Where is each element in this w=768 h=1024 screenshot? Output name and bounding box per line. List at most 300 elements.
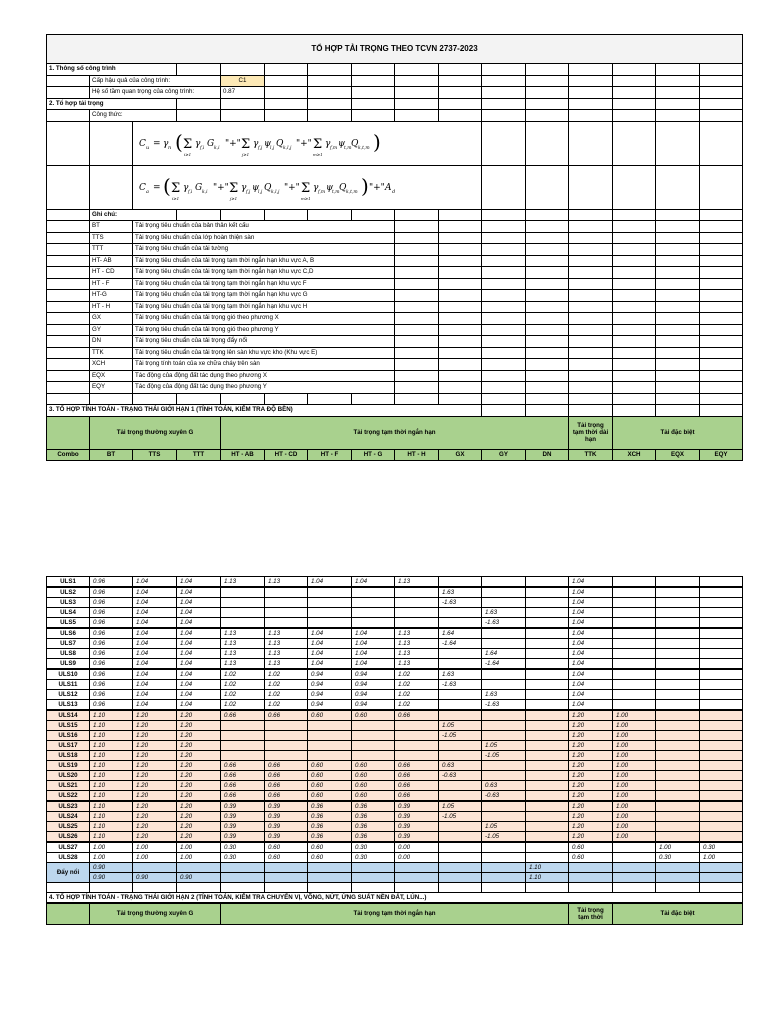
factor-cell[interactable] xyxy=(613,577,656,588)
factor-cell[interactable] xyxy=(656,771,700,781)
factor-cell[interactable]: 1.00 xyxy=(133,853,177,863)
factor-cell[interactable] xyxy=(482,801,526,812)
factor-cell[interactable] xyxy=(439,741,482,751)
factor-cell[interactable]: 1.00 xyxy=(613,791,656,802)
factor-cell[interactable] xyxy=(308,741,352,751)
factor-cell[interactable] xyxy=(265,608,308,618)
factor-cell[interactable]: 1.20 xyxy=(569,781,613,791)
factor-cell[interactable] xyxy=(700,791,743,802)
factor-cell[interactable] xyxy=(221,721,265,731)
factor-cell[interactable] xyxy=(439,690,482,700)
factor-cell[interactable]: 1.04 xyxy=(177,659,221,670)
factor-cell[interactable] xyxy=(700,700,743,711)
factor-cell[interactable] xyxy=(439,659,482,670)
factor-cell[interactable]: 1.20 xyxy=(133,731,177,741)
factor-cell[interactable] xyxy=(526,741,569,751)
factor-cell[interactable] xyxy=(700,812,743,822)
factor-cell[interactable]: -1.05 xyxy=(482,832,526,843)
factor-cell[interactable]: 1.00 xyxy=(90,853,133,863)
factor-cell[interactable]: 1.04 xyxy=(133,618,177,629)
factor-cell[interactable] xyxy=(439,649,482,659)
factor-cell[interactable] xyxy=(656,659,700,670)
factor-cell[interactable]: 0.96 xyxy=(90,618,133,629)
factor-cell[interactable] xyxy=(265,587,308,598)
factor-cell[interactable]: -1.63 xyxy=(439,680,482,690)
factor-cell[interactable]: 1.13 xyxy=(395,639,439,649)
factor-cell[interactable] xyxy=(395,751,439,761)
factor-cell[interactable]: 1.20 xyxy=(569,771,613,781)
factor-cell[interactable] xyxy=(700,659,743,670)
factor-cell[interactable]: 0.60 xyxy=(352,761,395,771)
factor-cell[interactable]: 1.20 xyxy=(177,721,221,731)
factor-cell[interactable]: 1.20 xyxy=(133,751,177,761)
factor-cell[interactable]: 1.00 xyxy=(613,771,656,781)
factor-cell[interactable]: 1.13 xyxy=(395,628,439,639)
factor-cell[interactable]: 0.66 xyxy=(221,791,265,802)
factor-cell[interactable]: 0.39 xyxy=(395,822,439,832)
factor-cell[interactable]: 0.96 xyxy=(90,680,133,690)
factor-cell[interactable]: 1.10 xyxy=(90,761,133,771)
factor-cell[interactable] xyxy=(526,801,569,812)
factor-cell[interactable]: 1.04 xyxy=(177,628,221,639)
factor-cell[interactable] xyxy=(526,659,569,670)
factor-cell[interactable]: 1.10 xyxy=(90,832,133,843)
factor-cell[interactable]: 1.04 xyxy=(308,659,352,670)
factor-cell[interactable]: 0.63 xyxy=(482,781,526,791)
factor-cell[interactable] xyxy=(656,598,700,608)
factor-cell[interactable] xyxy=(613,842,656,853)
factor-cell[interactable] xyxy=(308,608,352,618)
factor-cell[interactable] xyxy=(526,628,569,639)
factor-cell[interactable] xyxy=(526,690,569,700)
factor-cell[interactable]: 1.00 xyxy=(613,761,656,771)
factor-cell[interactable] xyxy=(526,700,569,711)
factor-cell[interactable]: 0.66 xyxy=(395,761,439,771)
factor-cell[interactable]: 0.96 xyxy=(90,690,133,700)
factor-cell[interactable]: 0.39 xyxy=(395,832,439,843)
factor-cell[interactable]: 1.13 xyxy=(265,649,308,659)
factor-cell[interactable]: 0.96 xyxy=(90,587,133,598)
factor-cell[interactable]: 0.66 xyxy=(395,781,439,791)
factor-cell[interactable] xyxy=(700,721,743,731)
factor-cell[interactable]: 1.02 xyxy=(265,690,308,700)
factor-cell[interactable]: 0.66 xyxy=(395,710,439,721)
factor-cell[interactable]: 1.04 xyxy=(133,639,177,649)
factor-cell[interactable]: 1.20 xyxy=(569,832,613,843)
factor-cell[interactable]: 1.04 xyxy=(569,659,613,670)
factor-cell[interactable]: 1.04 xyxy=(177,587,221,598)
factor-cell[interactable] xyxy=(656,669,700,680)
factor-cell[interactable]: 0.94 xyxy=(352,700,395,711)
factor-cell[interactable]: 1.04 xyxy=(352,577,395,588)
factor-cell[interactable]: 1.04 xyxy=(133,669,177,680)
factor-cell[interactable]: 1.04 xyxy=(177,577,221,588)
factor-cell[interactable]: 1.13 xyxy=(395,649,439,659)
factor-cell[interactable]: 0.96 xyxy=(90,659,133,670)
factor-cell[interactable] xyxy=(526,639,569,649)
factor-cell[interactable] xyxy=(526,842,569,853)
factor-cell[interactable]: -0.63 xyxy=(482,791,526,802)
factor-cell[interactable]: 1.04 xyxy=(352,649,395,659)
factor-cell[interactable]: 1.13 xyxy=(265,659,308,670)
factor-cell[interactable] xyxy=(482,639,526,649)
factor-cell[interactable]: 1.04 xyxy=(569,649,613,659)
factor-cell[interactable] xyxy=(265,618,308,629)
factor-cell[interactable]: 0.39 xyxy=(265,801,308,812)
factor-cell[interactable] xyxy=(613,669,656,680)
factor-cell[interactable] xyxy=(613,628,656,639)
factor-cell[interactable] xyxy=(656,812,700,822)
factor-cell[interactable]: 0.39 xyxy=(221,801,265,812)
factor-cell[interactable] xyxy=(526,812,569,822)
factor-cell[interactable]: 0.30 xyxy=(221,853,265,863)
factor-cell[interactable] xyxy=(265,741,308,751)
factor-cell[interactable] xyxy=(308,587,352,598)
factor-cell[interactable] xyxy=(482,680,526,690)
factor-cell[interactable] xyxy=(526,608,569,618)
factor-cell[interactable]: 0.60 xyxy=(352,771,395,781)
factor-cell[interactable]: 1.04 xyxy=(569,618,613,629)
factor-cell[interactable]: 1.20 xyxy=(569,812,613,822)
factor-cell[interactable] xyxy=(439,781,482,791)
factor-cell[interactable]: 1.04 xyxy=(352,639,395,649)
buoyancy-r1-dn[interactable]: 1.10 xyxy=(526,863,569,873)
factor-cell[interactable] xyxy=(656,587,700,598)
factor-cell[interactable]: 1.04 xyxy=(569,608,613,618)
factor-cell[interactable]: 1.04 xyxy=(177,680,221,690)
factor-cell[interactable] xyxy=(526,761,569,771)
factor-cell[interactable]: 1.20 xyxy=(177,801,221,812)
factor-cell[interactable]: 0.60 xyxy=(265,853,308,863)
factor-cell[interactable]: 0.66 xyxy=(265,781,308,791)
factor-cell[interactable]: 0.66 xyxy=(395,791,439,802)
factor-cell[interactable]: 0.60 xyxy=(308,853,352,863)
factor-cell[interactable] xyxy=(656,649,700,659)
factor-cell[interactable]: 1.63 xyxy=(439,669,482,680)
factor-cell[interactable]: 1.20 xyxy=(133,761,177,771)
factor-cell[interactable] xyxy=(526,781,569,791)
factor-cell[interactable]: 1.00 xyxy=(613,822,656,832)
factor-cell[interactable]: 0.96 xyxy=(90,649,133,659)
factor-cell[interactable]: 1.04 xyxy=(177,700,221,711)
factor-cell[interactable] xyxy=(526,587,569,598)
factor-cell[interactable]: 0.30 xyxy=(700,842,743,853)
factor-cell[interactable] xyxy=(352,587,395,598)
factor-cell[interactable] xyxy=(439,853,482,863)
factor-cell[interactable] xyxy=(656,822,700,832)
factor-cell[interactable]: 0.94 xyxy=(308,690,352,700)
buoyancy-r2-c2[interactable]: 0.90 xyxy=(133,873,177,883)
factor-cell[interactable] xyxy=(395,618,439,629)
factor-cell[interactable]: 0.66 xyxy=(221,710,265,721)
factor-cell[interactable] xyxy=(613,587,656,598)
factor-cell[interactable]: 0.94 xyxy=(352,680,395,690)
factor-cell[interactable] xyxy=(439,832,482,843)
factor-cell[interactable]: 0.66 xyxy=(265,791,308,802)
factor-cell[interactable] xyxy=(482,577,526,588)
factor-cell[interactable] xyxy=(221,741,265,751)
factor-cell[interactable]: 1.20 xyxy=(569,801,613,812)
factor-cell[interactable] xyxy=(613,618,656,629)
factor-cell[interactable]: 0.39 xyxy=(395,801,439,812)
factor-cell[interactable]: -1.64 xyxy=(482,659,526,670)
factor-cell[interactable] xyxy=(265,721,308,731)
buoyancy-r2-c3[interactable]: 0.90 xyxy=(177,873,221,883)
factor-cell[interactable] xyxy=(482,587,526,598)
factor-cell[interactable]: -1.05 xyxy=(439,731,482,741)
factor-cell[interactable]: 1.63 xyxy=(482,608,526,618)
factor-cell[interactable] xyxy=(439,751,482,761)
factor-cell[interactable]: 0.36 xyxy=(352,822,395,832)
factor-cell[interactable] xyxy=(656,700,700,711)
factor-cell[interactable]: 1.04 xyxy=(569,587,613,598)
factor-cell[interactable]: 1.04 xyxy=(569,700,613,711)
factor-cell[interactable] xyxy=(700,801,743,812)
factor-cell[interactable]: 0.60 xyxy=(308,791,352,802)
factor-cell[interactable]: 0.94 xyxy=(352,690,395,700)
factor-cell[interactable] xyxy=(700,710,743,721)
factor-cell[interactable]: 1.04 xyxy=(177,669,221,680)
factor-cell[interactable]: 1.20 xyxy=(133,801,177,812)
factor-cell[interactable] xyxy=(613,639,656,649)
factor-cell[interactable]: 0.39 xyxy=(221,822,265,832)
factor-cell[interactable] xyxy=(482,771,526,781)
factor-cell[interactable] xyxy=(656,731,700,741)
factor-cell[interactable]: 1.20 xyxy=(177,751,221,761)
factor-cell[interactable]: 0.30 xyxy=(221,842,265,853)
factor-cell[interactable]: 0.94 xyxy=(308,700,352,711)
factor-cell[interactable] xyxy=(700,680,743,690)
factor-cell[interactable]: 1.04 xyxy=(133,649,177,659)
factor-cell[interactable]: 0.66 xyxy=(221,771,265,781)
factor-cell[interactable] xyxy=(308,731,352,741)
factor-cell[interactable]: 1.05 xyxy=(439,721,482,731)
factor-cell[interactable] xyxy=(352,618,395,629)
factor-cell[interactable]: -1.05 xyxy=(482,751,526,761)
factor-cell[interactable]: 1.02 xyxy=(221,690,265,700)
factor-cell[interactable] xyxy=(221,751,265,761)
factor-cell[interactable] xyxy=(656,791,700,802)
factor-cell[interactable]: 1.04 xyxy=(569,669,613,680)
factor-cell[interactable]: 1.20 xyxy=(569,751,613,761)
factor-cell[interactable] xyxy=(700,649,743,659)
factor-cell[interactable] xyxy=(700,669,743,680)
factor-cell[interactable]: 0.00 xyxy=(395,842,439,853)
factor-cell[interactable]: 0.60 xyxy=(308,771,352,781)
factor-cell[interactable] xyxy=(526,751,569,761)
factor-cell[interactable]: 1.04 xyxy=(352,659,395,670)
factor-cell[interactable]: -1.64 xyxy=(439,639,482,649)
factor-cell[interactable]: 1.02 xyxy=(395,690,439,700)
factor-cell[interactable]: 1.20 xyxy=(569,721,613,731)
factor-cell[interactable]: 1.04 xyxy=(308,628,352,639)
factor-cell[interactable]: 0.66 xyxy=(395,771,439,781)
factor-cell[interactable]: 0.39 xyxy=(265,822,308,832)
factor-cell[interactable]: 1.00 xyxy=(613,710,656,721)
factor-cell[interactable]: 1.20 xyxy=(133,832,177,843)
factor-cell[interactable] xyxy=(613,690,656,700)
factor-cell[interactable]: 1.05 xyxy=(439,801,482,812)
factor-cell[interactable]: 1.00 xyxy=(613,731,656,741)
factor-cell[interactable] xyxy=(395,731,439,741)
factor-cell[interactable]: 1.00 xyxy=(613,741,656,751)
factor-cell[interactable]: 1.10 xyxy=(90,791,133,802)
factor-cell[interactable]: 0.66 xyxy=(265,710,308,721)
factor-cell[interactable]: 0.66 xyxy=(221,781,265,791)
factor-cell[interactable]: 1.10 xyxy=(90,751,133,761)
factor-cell[interactable]: 1.04 xyxy=(133,587,177,598)
factor-cell[interactable] xyxy=(656,639,700,649)
factor-cell[interactable]: 0.96 xyxy=(90,598,133,608)
factor-cell[interactable]: 1.02 xyxy=(265,669,308,680)
factor-cell[interactable]: 1.04 xyxy=(177,608,221,618)
factor-cell[interactable] xyxy=(656,618,700,629)
factor-cell[interactable] xyxy=(352,721,395,731)
factor-cell[interactable]: 0.96 xyxy=(90,700,133,711)
factor-cell[interactable]: 0.94 xyxy=(308,680,352,690)
factor-cell[interactable] xyxy=(482,853,526,863)
factor-cell[interactable]: 1.13 xyxy=(265,577,308,588)
factor-cell[interactable]: 0.60 xyxy=(352,791,395,802)
factor-cell[interactable] xyxy=(700,832,743,843)
factor-cell[interactable] xyxy=(700,598,743,608)
factor-cell[interactable]: 0.94 xyxy=(308,669,352,680)
factor-cell[interactable]: 0.66 xyxy=(221,761,265,771)
factor-cell[interactable]: 1.04 xyxy=(177,649,221,659)
factor-cell[interactable] xyxy=(656,781,700,791)
factor-cell[interactable]: 0.00 xyxy=(395,853,439,863)
factor-cell[interactable]: 1.04 xyxy=(569,628,613,639)
factor-cell[interactable]: 1.10 xyxy=(90,771,133,781)
buoyancy-r2-c1[interactable]: 0.90 xyxy=(90,873,133,883)
factor-cell[interactable]: 1.20 xyxy=(569,731,613,741)
factor-cell[interactable]: 1.04 xyxy=(133,690,177,700)
factor-cell[interactable]: 1.20 xyxy=(569,822,613,832)
factor-cell[interactable] xyxy=(352,731,395,741)
factor-cell[interactable]: 1.20 xyxy=(133,781,177,791)
factor-cell[interactable]: 1.04 xyxy=(569,577,613,588)
factor-cell[interactable]: 1.04 xyxy=(133,608,177,618)
factor-cell[interactable]: 0.39 xyxy=(265,832,308,843)
factor-cell[interactable] xyxy=(482,628,526,639)
factor-cell[interactable]: 0.36 xyxy=(308,822,352,832)
factor-cell[interactable] xyxy=(395,721,439,731)
factor-cell[interactable] xyxy=(526,822,569,832)
factor-cell[interactable]: 1.02 xyxy=(221,680,265,690)
factor-cell[interactable] xyxy=(482,669,526,680)
factor-cell[interactable] xyxy=(656,628,700,639)
factor-cell[interactable]: 1.20 xyxy=(177,822,221,832)
factor-cell[interactable]: 1.02 xyxy=(395,669,439,680)
factor-cell[interactable]: 1.20 xyxy=(133,812,177,822)
factor-cell[interactable]: 1.20 xyxy=(177,832,221,843)
factor-cell[interactable] xyxy=(700,639,743,649)
factor-cell[interactable]: 0.36 xyxy=(308,832,352,843)
factor-cell[interactable] xyxy=(526,649,569,659)
factor-cell[interactable]: 1.20 xyxy=(569,710,613,721)
factor-cell[interactable]: 1.04 xyxy=(308,639,352,649)
factor-cell[interactable] xyxy=(439,791,482,802)
factor-cell[interactable]: 0.36 xyxy=(352,832,395,843)
factor-cell[interactable]: 0.96 xyxy=(90,608,133,618)
factor-cell[interactable] xyxy=(221,587,265,598)
factor-cell[interactable]: 1.63 xyxy=(439,587,482,598)
factor-cell[interactable]: 1.20 xyxy=(177,781,221,791)
factor-cell[interactable] xyxy=(656,710,700,721)
factor-cell[interactable] xyxy=(395,598,439,608)
factor-cell[interactable]: 0.36 xyxy=(352,812,395,822)
consequence-class-input[interactable]: C1 xyxy=(221,75,265,87)
factor-cell[interactable]: 1.04 xyxy=(569,598,613,608)
factor-cell[interactable]: 1.20 xyxy=(177,812,221,822)
factor-cell[interactable]: 1.04 xyxy=(308,577,352,588)
factor-cell[interactable]: 1.10 xyxy=(90,812,133,822)
factor-cell[interactable]: 1.04 xyxy=(569,690,613,700)
factor-cell[interactable]: 1.20 xyxy=(133,791,177,802)
factor-cell[interactable]: 0.66 xyxy=(265,771,308,781)
factor-cell[interactable]: 1.20 xyxy=(177,741,221,751)
factor-cell[interactable]: 1.04 xyxy=(133,700,177,711)
factor-cell[interactable] xyxy=(656,680,700,690)
factor-cell[interactable] xyxy=(656,761,700,771)
factor-cell[interactable]: 1.10 xyxy=(90,710,133,721)
factor-cell[interactable] xyxy=(439,618,482,629)
factor-cell[interactable]: 1.05 xyxy=(482,741,526,751)
factor-cell[interactable]: 1.04 xyxy=(133,659,177,670)
factor-cell[interactable]: 1.13 xyxy=(221,639,265,649)
factor-cell[interactable]: 1.02 xyxy=(395,700,439,711)
factor-cell[interactable] xyxy=(700,628,743,639)
factor-cell[interactable] xyxy=(439,608,482,618)
factor-cell[interactable]: -0.63 xyxy=(439,771,482,781)
factor-cell[interactable]: 1.04 xyxy=(177,618,221,629)
factor-cell[interactable] xyxy=(613,649,656,659)
factor-cell[interactable]: 0.30 xyxy=(656,853,700,863)
factor-cell[interactable]: 1.20 xyxy=(133,710,177,721)
factor-cell[interactable]: -1.63 xyxy=(439,598,482,608)
factor-cell[interactable] xyxy=(526,832,569,843)
factor-cell[interactable] xyxy=(613,608,656,618)
factor-cell[interactable]: 1.20 xyxy=(133,741,177,751)
factor-cell[interactable]: 0.39 xyxy=(221,812,265,822)
factor-cell[interactable] xyxy=(526,618,569,629)
factor-cell[interactable]: 1.00 xyxy=(613,832,656,843)
factor-cell[interactable]: 0.60 xyxy=(352,710,395,721)
factor-cell[interactable] xyxy=(221,731,265,741)
factor-cell[interactable] xyxy=(526,669,569,680)
factor-cell[interactable]: 1.20 xyxy=(133,721,177,731)
factor-cell[interactable]: 0.60 xyxy=(308,842,352,853)
factor-cell[interactable]: 1.64 xyxy=(439,628,482,639)
factor-cell[interactable]: 1.10 xyxy=(90,721,133,731)
importance-factor-value[interactable]: 0.87 xyxy=(221,87,265,99)
factor-cell[interactable] xyxy=(700,761,743,771)
factor-cell[interactable]: 1.20 xyxy=(569,761,613,771)
factor-cell[interactable]: 1.20 xyxy=(133,771,177,781)
factor-cell[interactable] xyxy=(700,731,743,741)
factor-cell[interactable] xyxy=(439,710,482,721)
factor-cell[interactable]: 1.20 xyxy=(177,771,221,781)
factor-cell[interactable] xyxy=(482,761,526,771)
factor-cell[interactable] xyxy=(526,680,569,690)
factor-cell[interactable] xyxy=(656,832,700,843)
factor-cell[interactable]: 1.20 xyxy=(177,710,221,721)
factor-cell[interactable]: -1.63 xyxy=(482,618,526,629)
factor-cell[interactable]: 0.36 xyxy=(308,812,352,822)
factor-cell[interactable]: 1.02 xyxy=(265,680,308,690)
factor-cell[interactable]: 0.36 xyxy=(308,801,352,812)
factor-cell[interactable]: 0.96 xyxy=(90,639,133,649)
